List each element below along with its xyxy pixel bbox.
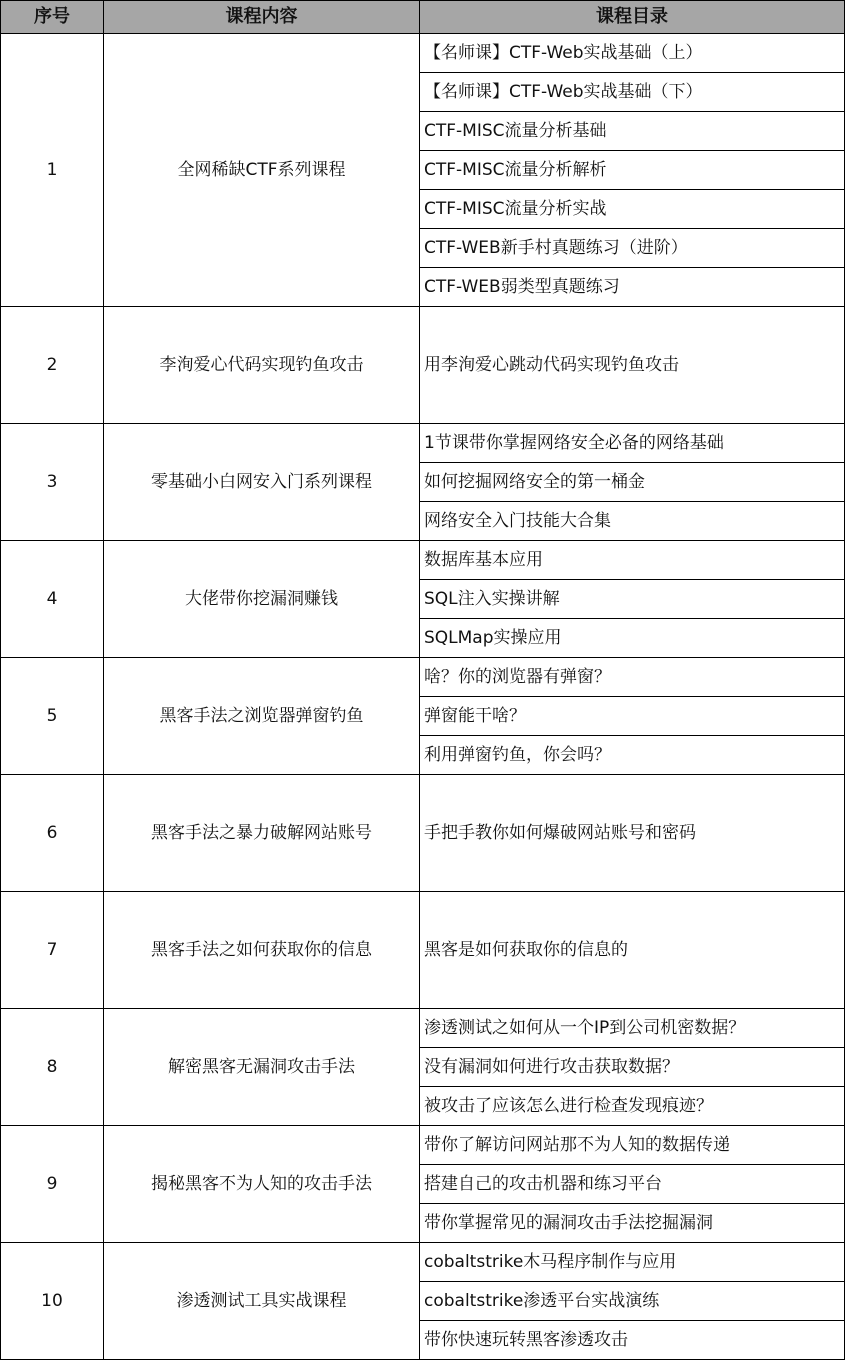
catalog-item: 被攻击了应该怎么进行检查发现痕迹？ (420, 1087, 845, 1126)
catalog-item: CTF-MISC流量分析实战 (420, 190, 845, 229)
table-row (1, 892, 845, 1009)
header-course-content: 课程内容 (104, 1, 420, 34)
table-row (1, 1126, 845, 1165)
table-body (1, 34, 845, 1360)
catalog-item: 渗透测试之如何从一个IP到公司机密数据？ (420, 1009, 845, 1048)
header-row (1, 1, 845, 34)
table-row (1, 424, 845, 463)
catalog-item: 数据库基本应用 (420, 541, 845, 580)
course-content: 黑客手法之暴力破解网站账号 (104, 775, 420, 892)
catalog-item: 黑客是如何获取你的信息的 (420, 892, 845, 1009)
catalog-item: CTF-WEB弱类型真题练习 (420, 268, 845, 307)
table-row (1, 34, 845, 73)
course-content: 零基础小白网安入门系列课程 (104, 424, 420, 541)
catalog-item: CTF-MISC流量分析解析 (420, 151, 845, 190)
catalog-item: cobaltstrike渗透平台实战演练 (420, 1282, 845, 1321)
catalog-item: 手把手教你如何爆破网站账号和密码 (420, 775, 845, 892)
catalog-item: 网络安全入门技能大合集 (420, 502, 845, 541)
catalog-item: 带你了解访问网站那不为人知的数据传递 (420, 1126, 845, 1165)
course-content: 揭秘黑客不为人知的攻击手法 (104, 1126, 420, 1243)
row-index: 2 (1, 307, 104, 424)
catalog-item: CTF-WEB新手村真题练习（进阶） (420, 229, 845, 268)
catalog-item: 带你掌握常见的漏洞攻击手法挖掘漏洞 (420, 1204, 845, 1243)
catalog-item: 【名师课】CTF-Web实战基础（下） (420, 73, 845, 112)
catalog-item: 搭建自己的攻击机器和练习平台 (420, 1165, 845, 1204)
course-content: 解密黑客无漏洞攻击手法 (104, 1009, 420, 1126)
catalog-item: SQL注入实操讲解 (420, 580, 845, 619)
row-index: 10 (1, 1243, 104, 1360)
catalog-item: cobaltstrike木马程序制作与应用 (420, 1243, 845, 1282)
row-index: 6 (1, 775, 104, 892)
row-index: 7 (1, 892, 104, 1009)
catalog-item: 没有漏洞如何进行攻击获取数据？ (420, 1048, 845, 1087)
course-content: 黑客手法之浏览器弹窗钓鱼 (104, 658, 420, 775)
catalog-item: 【名师课】CTF-Web实战基础（上） (420, 34, 845, 73)
table-row (1, 541, 845, 580)
course-content: 李洵爱心代码实现钓鱼攻击 (104, 307, 420, 424)
table-row (1, 658, 845, 697)
row-index: 8 (1, 1009, 104, 1126)
row-index: 3 (1, 424, 104, 541)
catalog-item: 带你快速玩转黑客渗透攻击 (420, 1321, 845, 1360)
catalog-item: 弹窗能干啥？ (420, 697, 845, 736)
header-index: 序号 (1, 1, 104, 34)
catalog-item: SQLMap实操应用 (420, 619, 845, 658)
catalog-item: 用李洵爱心跳动代码实现钓鱼攻击 (420, 307, 845, 424)
row-index: 1 (1, 34, 104, 307)
header-course-catalog: 课程目录 (420, 1, 845, 34)
table-row (1, 1243, 845, 1282)
table-row (1, 775, 845, 892)
catalog-item: 1节课带你掌握网络安全必备的网络基础 (420, 424, 845, 463)
catalog-item: CTF-MISC流量分析基础 (420, 112, 845, 151)
table-row (1, 307, 845, 424)
catalog-item: 啥？你的浏览器有弹窗？ (420, 658, 845, 697)
course-content: 大佬带你挖漏洞赚钱 (104, 541, 420, 658)
course-content: 黑客手法之如何获取你的信息 (104, 892, 420, 1009)
course-content: 渗透测试工具实战课程 (104, 1243, 420, 1360)
row-index: 9 (1, 1126, 104, 1243)
course-content: 全网稀缺CTF系列课程 (104, 34, 420, 307)
row-index: 4 (1, 541, 104, 658)
catalog-item: 利用弹窗钓鱼，你会吗？ (420, 736, 845, 775)
row-index: 5 (1, 658, 104, 775)
table-row (1, 1009, 845, 1048)
catalog-item: 如何挖掘网络安全的第一桶金 (420, 463, 845, 502)
